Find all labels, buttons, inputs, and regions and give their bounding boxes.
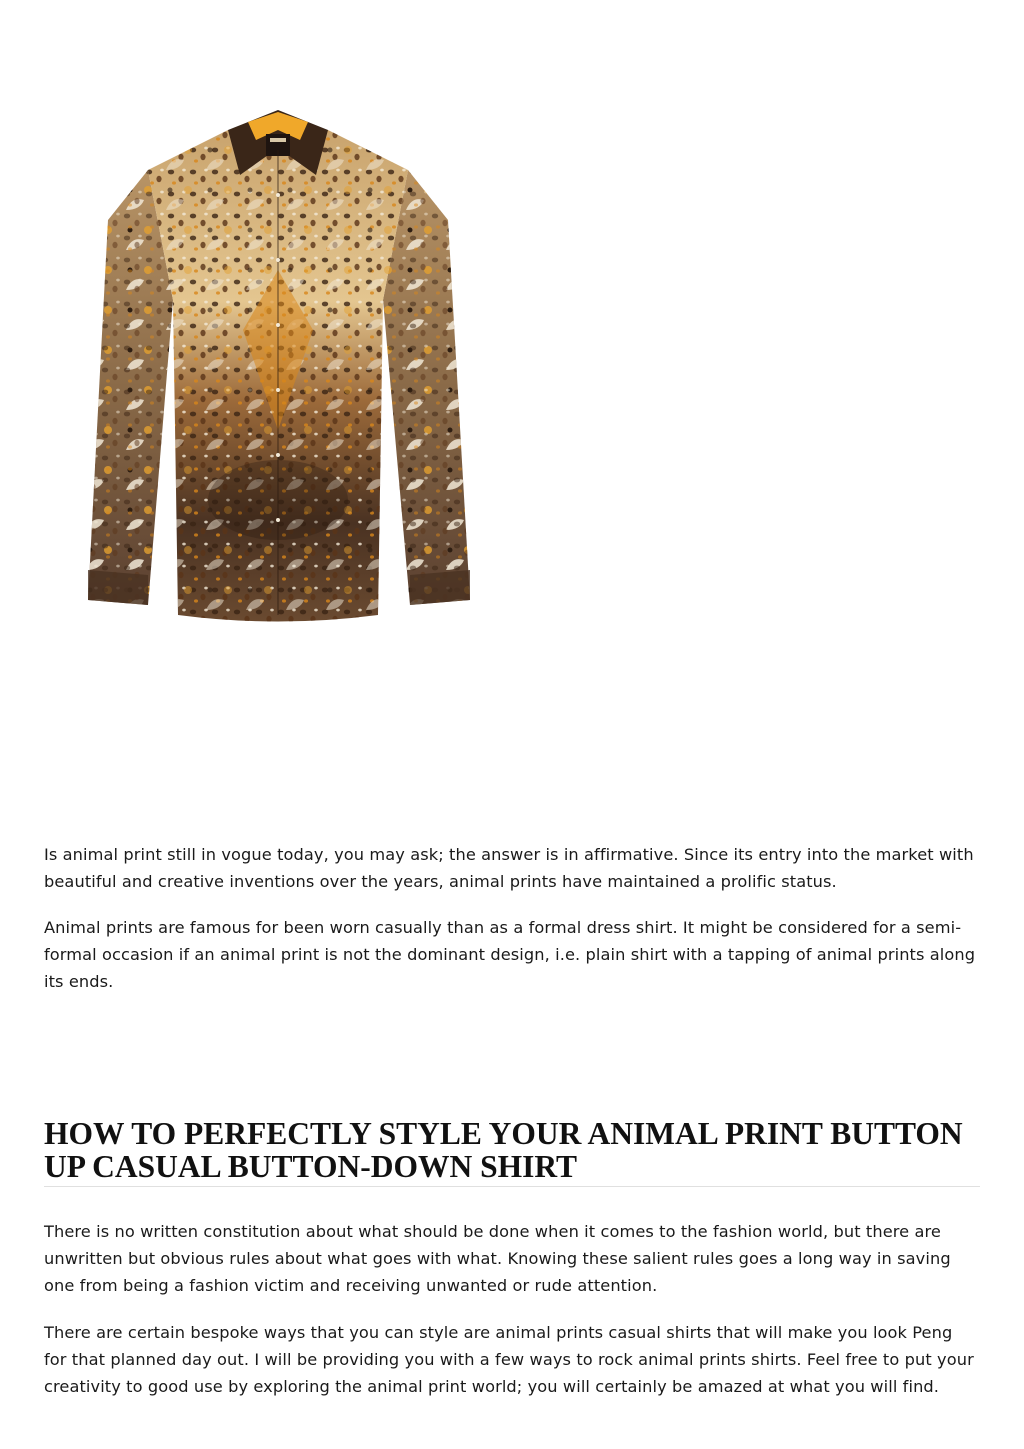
article-paragraph-4: There are certain bespoke ways that you can style are animal prints casual shirts that will make you look Peng for that planned day out. I will be providing you with a few ways to rock animal prints shirts. Feel free to put your creativity to good use by exploring the animal print world; you will certainly be amazed at what you will find.	[44, 1323, 974, 1396]
article-paragraph-1: Is animal print still in vogue today, you may ask; the answer is in affirmative. Since its entry into the market with beautiful and creative inventions over the years, animal prints have maintained a prolific status.	[44, 845, 974, 891]
section-heading: HOW TO PERFECTLY STYLE YOUR ANIMAL PRINT BUTTON UP CASUAL BUTTON-DOWN SHIRT	[44, 1117, 980, 1187]
animal-print-shirt-icon	[78, 100, 478, 625]
shirt-image	[78, 100, 478, 625]
article-paragraph-3: There is no written constitution about what should be done when it comes to the fashion world, but there are unwritten but obvious rules about what goes with what. Knowing these salient rules goes a long way in saving one from being a fashion victim and receiving unwanted or rude attention.	[44, 1222, 951, 1295]
article-paragraph-2: Animal prints are famous for been worn casually than as a formal dress shirt. It might be considered for a semi-formal occasion if an animal print is not the dominant design, i.e. plain shirt with a tapping of animal prints along its ends.	[44, 918, 976, 991]
